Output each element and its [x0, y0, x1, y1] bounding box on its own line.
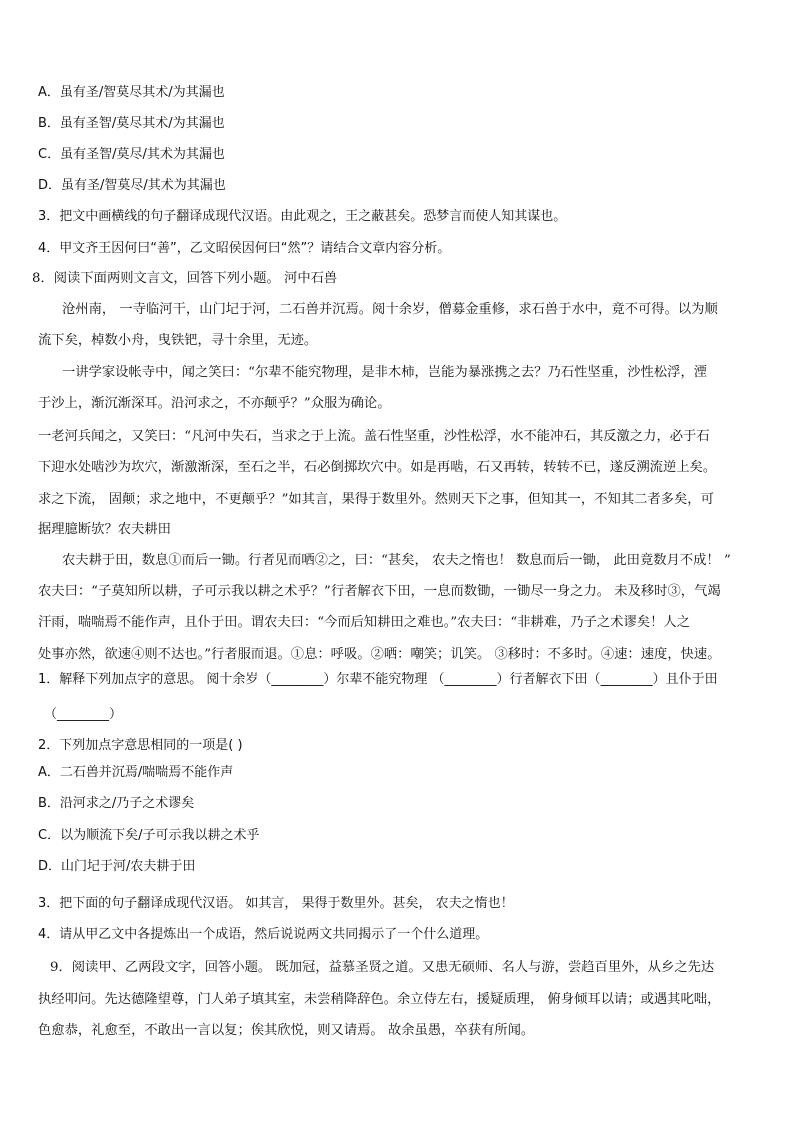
q7-option-a: A．虽有圣/智莫尽其术/为其漏也 — [38, 85, 225, 100]
passage-b-line: 农夫耕于田，数息①而后一锄。行者见而哂②之，曰：“甚矣， 农夫之惰也！ 数息而后一锄， 此田竟数月不成！ ” — [62, 553, 731, 568]
q8-1-open: （ — [44, 707, 58, 722]
passage-b-line: 处事亦然，欲速④则不达也。”行者服而退。①息：呼吸。②哂：嘲笑；讥笑。 ③移时：不多时。④速：速度，快速。 — [38, 647, 721, 662]
q7-option-d: D．虽有圣/智莫尽/其术为其漏也 — [38, 178, 226, 193]
passage-a-line: 下迎水处啮沙为坎穴，渐激渐深，至石之半，石必倒掷坎穴中。如是再啮，石又再转，转转不已，遂反溯流逆上矣。 — [38, 460, 717, 475]
answer-blank[interactable]: ________ — [57, 707, 110, 722]
passage-a-line: 据理臆断欤？农夫耕田 — [38, 522, 171, 537]
passage-b-line: 农夫曰：“子莫知所以耕，子可示我以耕之术乎？”行者解衣下田，一息而数锄，一锄尽一身之力。 未及移时③，气竭 — [38, 584, 721, 599]
q7-item-4: 4．甲文齐王因何曰“善”，乙文昭侯因何曰“然”？请结合文章内容分析。 — [38, 241, 451, 256]
q8-1-line — [38, 670, 718, 690]
passage-a-line: 一老河兵闻之，又笑曰：“凡河中失石，当求之于上流。盖石性坚重，沙性松浮，水不能冲石，其反激之力，必于石 — [38, 429, 710, 444]
q8-2-option-d: D．山门圮于河/农夫耕于田 — [38, 859, 196, 874]
q8-4: 4．请从甲乙文中各提炼出一个成语，然后说说两文共同揭示了一个什么道理。 — [38, 927, 489, 942]
q8-2-option-a: A．二石兽并沉焉/喘喘焉不能作声 — [38, 765, 234, 780]
q7-option-b: B．虽有圣智/莫尽其术/为其漏也 — [38, 116, 225, 131]
answer-blank[interactable]: ________ — [271, 672, 324, 687]
q7-item-3: 3．把文中画横线的句子翻译成现代汉语。由此观之，王之蔽甚矣。恐梦言而使人知其谋也。 — [38, 209, 567, 224]
passage-a-line: 于沙上，渐沉渐深耳。沿河求之，不亦颠乎？”众服为确论。 — [38, 396, 391, 411]
passage-b-line: 汗雨，喘喘焉不能作声，且仆于田。谓农夫曰：“今而后知耕田之难也。”农夫曰：“非耕难，乃子之术谬矣！人之 — [38, 615, 690, 630]
q9-line: 9．阅读甲、乙两段文字，回答小题。 既加冠，益慕圣贤之道。又患无硕师、名人与游，尝趋百里外，从乡之先达 — [50, 960, 715, 975]
q7-option-c: C．虽有圣智/莫尽/其术为其漏也 — [38, 147, 225, 162]
q8-1-mid3: ）且仆于田 — [652, 672, 718, 687]
passage-a-line: 一讲学家设帐寺中，闻之笑曰：“尔辈不能究物理，是非木柿，岂能为暴涨携之去？乃石性坚重，沙性松浮，湮 — [62, 365, 708, 380]
passage-a-line: 求之下流， 固颠；求之地中，不更颠乎？”如其言，果得于数里外。然则天下之事，但知其一，不知其二者多矣，可 — [38, 492, 714, 507]
q9-line: 执经叩问。先达德隆望尊，门人弟子填其室，未尝稍降辞色。余立侍左右，援疑质理， 俯身倾耳以请；或遇其叱咄， — [38, 992, 721, 1007]
answer-blank[interactable]: ________ — [444, 672, 497, 687]
q8-2-option-b: B．沿河求之/乃子之术谬矣 — [38, 796, 195, 811]
q8-2-stem: 2．下列加点字意思相同的一项是( ) — [38, 738, 243, 753]
q8-2-option-c: C．以为顺流下矣/子可示我以耕之术乎 — [38, 828, 260, 843]
q8-1-mid1: ）尔辈不能究物理 （ — [323, 672, 445, 687]
q9-line: 色愈恭，礼愈至，不敢出一言以复；俟其欣悦，则又请焉。 故余虽愚，卒获有所闻。 — [38, 1023, 535, 1038]
passage-a-line: 流下矣，棹数小舟，曳铁钯，寻十余里，无迹。 — [38, 333, 318, 348]
q8-heading: 8．阅读下面两则文言文，回答下列小题。 河中石兽 — [32, 271, 338, 286]
q8-1-line-2 — [44, 705, 122, 725]
q8-1-mid2: ）行者解衣下田（ — [496, 672, 601, 687]
q8-1-close: ） — [109, 707, 123, 722]
answer-blank[interactable]: ________ — [600, 672, 653, 687]
q8-3: 3．把下面的句子翻译成现代汉语。 如其言， 果得于数里外。甚矣， 农夫之惰也！ — [38, 896, 514, 911]
q8-1-lead: 1．解释下列加点字的意思。 阅十余岁（ — [38, 672, 272, 687]
passage-a-line: 沧州南， 一寺临河干，山门圮于河，二石兽并沉焉。阅十余岁，僧募金重修，求石兽于水中，竟不可得。以为顺 — [62, 302, 718, 317]
